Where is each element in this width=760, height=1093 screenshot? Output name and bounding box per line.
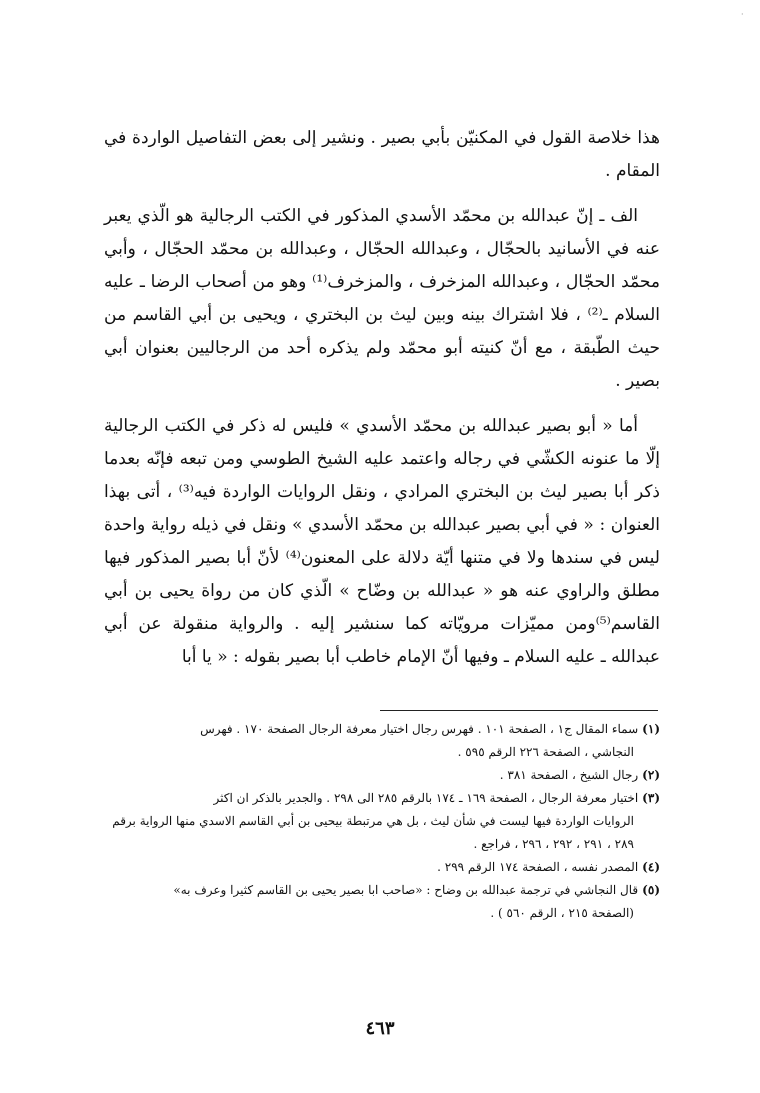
footnote-text: رجال الشيخ ، الصفحة ٣٨١ . [499, 768, 639, 782]
footnote-number: (٥) [642, 883, 660, 897]
footnote-2 [98, 764, 660, 787]
footnote-text-continued: النجاشي ، الصفحة ٢٢٦ الرقم ٥٩٥ . [457, 745, 634, 759]
footnote-number: (٢) [642, 768, 660, 782]
paragraph-2: الف ـ إنّ عبدالله بن محمّد الأسدي المذكور في الكتب الرجالية هو الّذي يعبر عنه في الأسانيد بالحجّال ، وعبدالله الحجّال ، وعبدالله بن محمّد الحجّال ، وأبي محمّد الحجّال ، وعبدالله المزخرف ، والمزخرف⁽¹⁾ وهو من أصحاب الرضا ـ عليه السلام ـ⁽²⁾ ، فلا اشتراك بينه وبين ليث بن البختري ، ويحيى بن أبي القاسم من حيث الطّبقة ، مع أنّ كنيته أبو محمّد ولم يذكره أحد من الرجاليين بعنوان أبي بصير . [104, 206, 660, 391]
footnote-number: (٣) [642, 791, 660, 805]
footnote-1 [98, 718, 660, 764]
footnote-3 [98, 787, 660, 856]
footnote-number: (٤) [642, 860, 660, 874]
footnote-text: قال النجاشي في ترجمة عبدالله بن وضاح : «صاحب ابا بصير يحيى بن القاسم كثيرا وعرف به» [173, 883, 639, 897]
footnote-separator [380, 710, 658, 711]
paragraph-1: هذا خلاصة القول في المكنيّن بأبي بصير . ونشير إلى بعض التفاصيل الواردة في المقام . [104, 128, 660, 181]
footnotes [98, 718, 660, 925]
footnote-text: اختيار معرفة الرجال ، الصفحة ١٦٩ ـ ١٧٤ بالرقم ٢٨٥ الى ٢٩٨ . والجدير بالذكر ان اكثر [213, 791, 639, 805]
footnote-5 [98, 879, 660, 925]
corner-mark: · [741, 10, 744, 19]
footnote-number: (١) [642, 722, 660, 736]
paragraph-3: أما « أبو بصير عبدالله بن محمّد الأسدي » فليس له ذكر في الكتب الرجالية إلّا ما عنونه الكشّي في رجاله واعتمد عليه الشيخ الطوسي ومن تبعه فإنّه بعدما ذكر أبا بصير ليث بن البختري المرادي ، ونقل الروايات الواردة فيه⁽³⁾ ، أتى بهذا العنوان : « في أبي بصير عبدالله بن محمّد الأسدي » ونقل في ذيله رواية واحدة ليس في سندها ولا في متنها أيّة دلالة على المعنون⁽⁴⁾ لأنّ أبا بصير المذكور فيها مطلق والراوي عنه هو « عبدالله بن وضّاح » الّذي كان من رواة يحيى بن أبي القاسم⁽⁵⁾ومن مميّزات مرويّاته كما سنشير إليه . والرواية منقولة عن أبي عبدالله ـ عليه السلام ـ وفيها أنّ الإمام خاطب أبا بصير بقوله : « يا أبا [104, 416, 660, 667]
footnote-4 [98, 856, 660, 879]
footnote-text-continued: (الصفحة ٢١٥ ، الرقم ٥٦٠ ) . [490, 906, 634, 920]
page-number: ٤٦٣ [365, 1018, 395, 1039]
footnote-text: سماء المقال ج١ ، الصفحة ١٠١ . فهرس رجال اختيار معرفة الرجال الصفحة ١٧٠ . فهرس [200, 722, 639, 736]
footnote-text-continued: الروايات الواردة فيها ليست في شأن ليث ، بل هي مرتبطة بيحيى بن أبي القاسم الاسدي منها الرواية برقم ٢٨٩ ، ٢٩١ ، ٢٩٢ ، ٢٩٦ ، فراجع . [112, 814, 634, 851]
footnote-text: المصدر نفسه ، الصفحة ١٧٤ الرقم ٢٩٩ . [437, 860, 639, 874]
main-text [104, 122, 660, 686]
